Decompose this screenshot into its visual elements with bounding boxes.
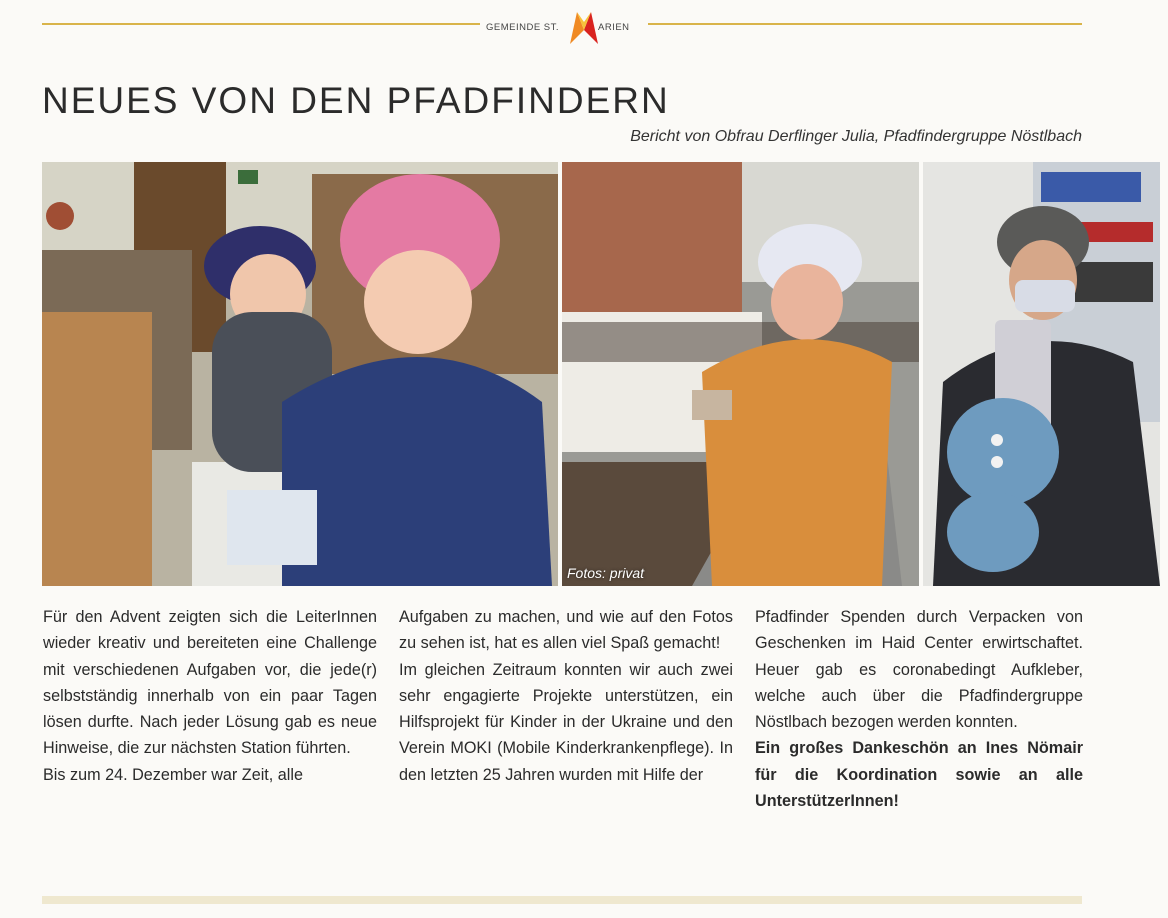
thanks-paragraph: Ein großes Dankeschön an Ines Nömair für die Koordination sowie an alle UnterstützerInnen! [755, 739, 1083, 811]
m-logo-icon [568, 6, 600, 46]
paragraph: Pfadfinder Spenden durch Verpacken von Geschenken im Haid Center erwirtschaftet. Heuer gab es coronabedingt Aufkleber, welche auch über die Pfadfindergruppe Nöstlbach bezogen werden konnten. [755, 608, 1083, 732]
header-rule-left [42, 23, 480, 25]
brand-text-right: ARIEN [598, 22, 630, 33]
text-column-2 [399, 604, 733, 788]
brand-text-left: GEMEINDE ST. [486, 22, 560, 33]
header-rule-right [648, 23, 1082, 25]
paragraph: Im gleichen Zeitraum konnten wir auch zwei sehr engagierte Projekte unterstützen, ein Hilfsprojekt für Kinder in der Ukraine und den Verein MOKI (Mobile Kinderkrankenpflege). In den letzten 25 Jahren wurden mit Hilfe der [399, 660, 733, 784]
footer-band [42, 896, 1082, 904]
paragraph: Bis zum 24. Dezember war Zeit, alle [43, 765, 303, 784]
text-column-3 [755, 604, 1083, 814]
municipality-logo [482, 6, 646, 46]
paragraph: Für den Advent zeigten sich die LeiterInnen wieder kreativ und bereiteten eine Challenge mit verschiedenen Aufgaben vor, die jede(r) selbstständig innerhalb von ein paar Tagen lösen durfte. Nach jeder Lösung gab es neue Hinweise, die zur nächsten Station führten. [43, 608, 377, 758]
photo-kids-at-station [42, 162, 558, 586]
text-column-1 [43, 604, 377, 788]
article-title: NEUES VON DEN PFADFINDERN [42, 80, 670, 121]
photo-child-with-plush [923, 162, 1160, 586]
article-byline: Bericht von Obfrau Derflinger Julia, Pfadfindergruppe Nöstlbach [630, 128, 1082, 145]
paragraph: Aufgaben zu machen, und wie auf den Fotos zu sehen ist, hat es allen viel Spaß gemacht! [399, 608, 733, 653]
photo-credit: Fotos: privat [567, 565, 645, 581]
photo-child-at-mailbox [562, 162, 919, 586]
